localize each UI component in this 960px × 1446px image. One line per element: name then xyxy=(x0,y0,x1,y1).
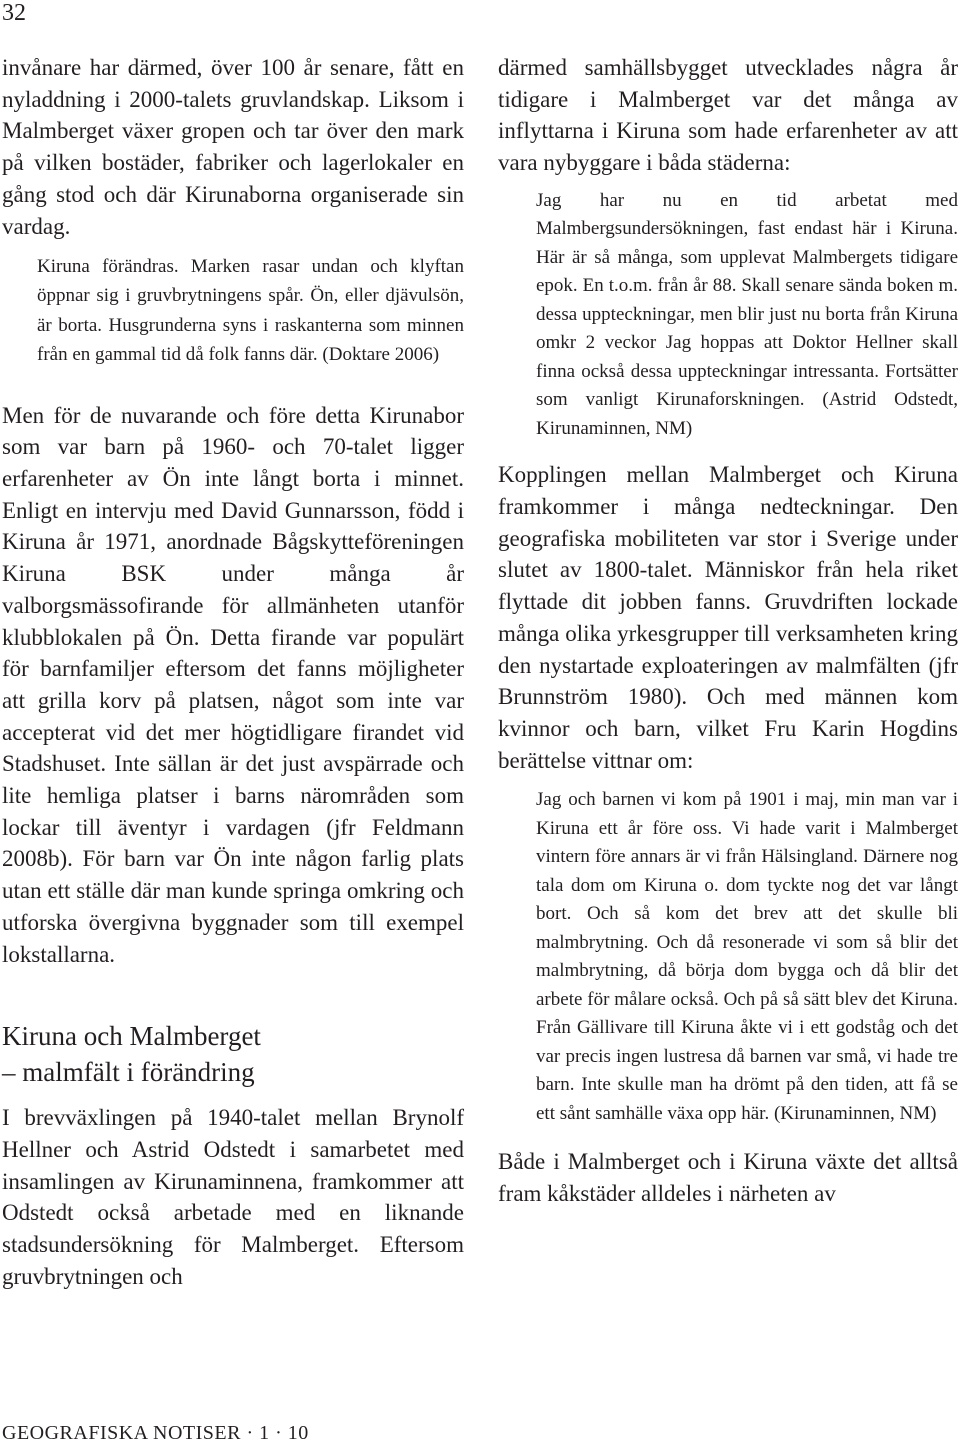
section-heading-line-2: – malmfält i förändring xyxy=(2,1057,255,1088)
section-paragraph: I brevväxlingen på 1940-talet mellan Brynolf Hellner och Astrid Odstedt i samarbetet med insamlingen av Kirunaminnena, framkommer att Odstedt också arbetade med en liknande stadsundersökning för Malmberget. Eftersom gruvbrytningen och xyxy=(2,1105,464,1289)
section-heading xyxy=(2,1018,464,1090)
block-quote-odstedt: Jag har nu en tid arbetat med Malmbergsundersökningen, fast endast här i Kiruna. Här är så många, som upplevat Malmbergets tidigare epok. En t.o.m. från år 88. Skall senare sända boken m. dessa uppteckningar, men blir just nu borta från Kiruna omkr 2 veckor Jag hoppas att Doktor Hellner skall finna också dessa uppteckningar intressanta. Fortsätter som vanligt Kirunaforskningen. (Astrid Odstedt, Kirunaminnen, NM) xyxy=(536,189,958,439)
block-quote-hogdin: Jag och barnen vi kom på 1901 i maj, min man var i Kiruna ett år före oss. Vi hade varit i Malmberget vintern före annars är vi från Hälsingland. Därnere nog tala dom om Kiruna o. dom tyckte nog det var långt bort. Och så kom det brev att det skulle bli malmbrytning. Och då resonerade vi som så blir det malmbrytning, då börja dom bygga och då blir det arbete för målare också. Och på så sätt blev det Kiruna. Från Gällivare till Kiruna åkte vi i ett godståg och det var precis ingen lustresa då barnen var små, vi hade tre barn. Inte skulle man ha drömt på den tiden, att få se ett sånt samhälle växa opp här. (Kirunaminnen, NM) xyxy=(536,789,958,1124)
page-number: 32 xyxy=(2,0,26,26)
right-column xyxy=(498,52,958,1210)
left-column xyxy=(2,52,464,1293)
intro-paragraph: invånare har därmed, över 100 år senare, fått en nyladdning i 2000-talets gruvlandskap. Liksom i Malmberget växer gropen och tar över den mark på vilken bostäder, fabriker och lagerlokaler en gång stod och där Kirunaborna organiserade sin vardag. xyxy=(2,55,464,239)
journal-footer: GEOGRAFISKA NOTISER · 1 · 10 xyxy=(2,1422,309,1444)
body-paragraph: Men för de nuvarande och före detta Kirunabor som var barn på 1960- och 70-talet ligger erfarenheter av Ön inte långt borta i minnet. Enligt en intervju med David Gunnarsson, född i Kiruna år 1971, anordnade Bågskytteföreningen Kiruna BSK under många år valborgsmässofirande för allmänheten utanför klubblokalen på Ön. Detta firande var populärt för barnfamiljer eftersom det fanns möjligheter att grilla korv på platsen, något som inte var accepterat vid det mer högtidligare firandet vid Stadshuset. Inte sällan är det just avspärrade och lite hemliga platser i barns närområden som lockar till äventyr i vardagen (jfr Feldmann 2008b). För barn var Ön inte någon farlig plats utan ett ställe där man kunde springa omkring och utforska övergivna byggnader som till exempel lokstallarna. xyxy=(2,402,464,967)
right-closing-paragraph: Både i Malmberget och i Kiruna växte det alltså fram kåkstäder alldeles i närheten av xyxy=(498,1149,958,1207)
section-heading-line-1: Kiruna och Malmberget xyxy=(2,1021,261,1052)
right-body-paragraph: Kopplingen mellan Malmberget och Kiruna framkommer i många nedteckningar. Den geografiska mobiliteten var stor i Sverige under slutet av 1800-talet. Människor från hela riket flyttade dit jobben fanns. Gruvdriften lockade många olika yrkesgrupper till verksamheten kring den nystartade exploateringen av malmfälten (jfr Brunnström 1980). Och med männen kom kvinnor och barn, vilket Fru Karin Hogdins berättelse vittnar om: xyxy=(498,462,958,773)
image-caption: Kiruna förändras. Marken rasar undan och klyftan öppnar sig i gruvbrytningens spår. Ön, eller djävulsön, är borta. Husgrunderna syns i raskanterna som minnen från en gammal tid då folk fanns där. (Doktare 2006) xyxy=(37,256,464,366)
right-intro-paragraph: därmed samhällsbygget utvecklades några år tidigare i Malmberget var det många av inflyttarna i Kiruna som hade erfarenheter av att vara nybyggare i båda städerna: xyxy=(498,55,958,176)
